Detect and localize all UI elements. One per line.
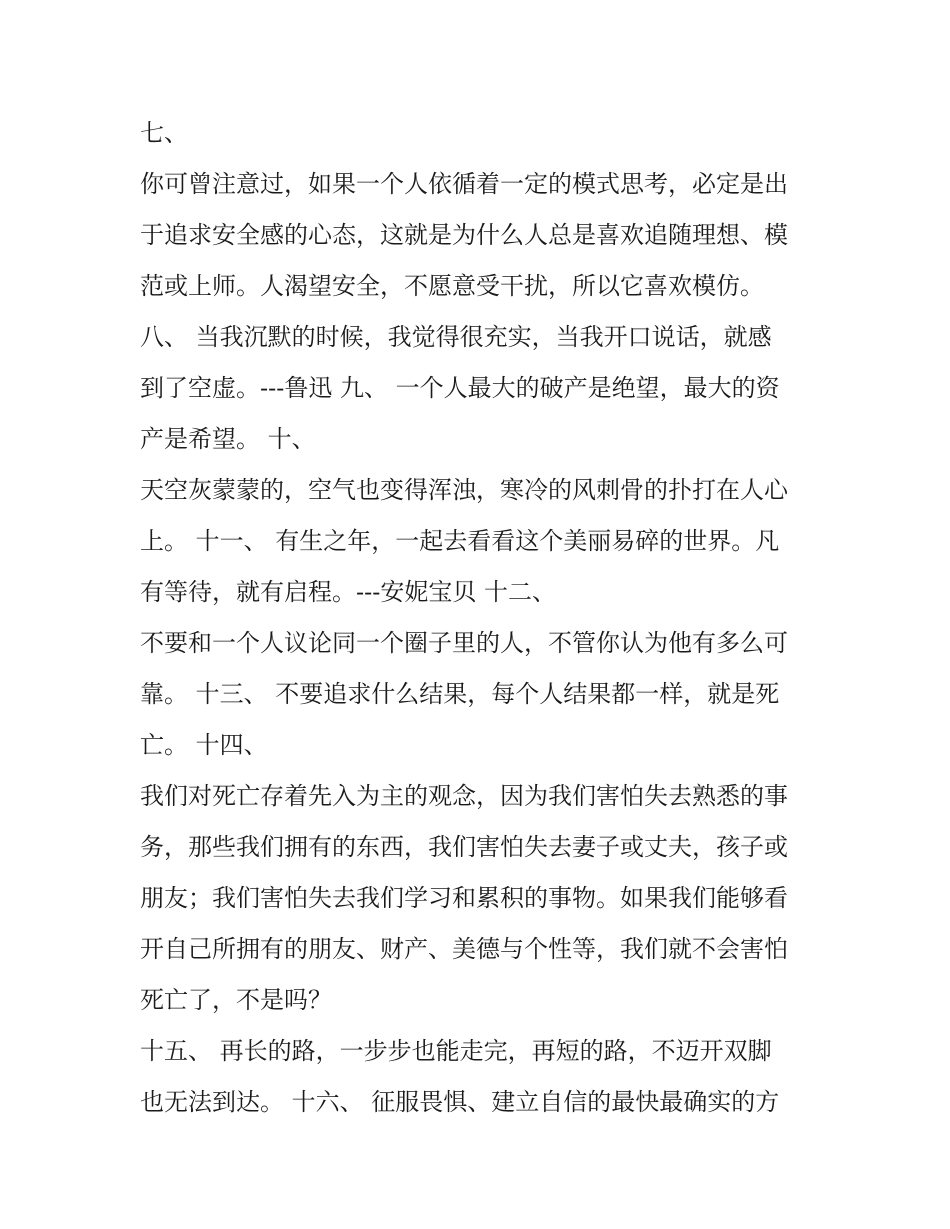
document-body [140, 108, 820, 1128]
text-line: 务，那些我们拥有的东西，我们害怕失去妻子或丈夫，孩子或 [140, 833, 788, 861]
text-line: 有等待，就有启程。---安妮宝贝 十二、 [140, 578, 556, 606]
text-line: 你可曾注意过，如果一个人依循着一定的模式思考，必定是出 [140, 170, 788, 198]
text-line: 亡。 十四、 [140, 731, 268, 759]
text-line: 我们对死亡存着先入为主的观念，因为我们害怕失去熟悉的事 [140, 782, 788, 810]
text-line: 于追求安全感的心态，这就是为什么人总是喜欢追随理想、模 [140, 221, 788, 249]
text-line: 上。 十一、 有生之年，一起去看看这个美丽易碎的世界。凡 [140, 527, 780, 555]
text-line: 范或上师。人渴望安全，不愿意受干扰，所以它喜欢模仿。 [140, 272, 764, 300]
text-line: 产是希望。 十、 [140, 425, 316, 453]
text-line: 死亡了，不是吗？ [140, 986, 332, 1014]
text-line: 八、 当我沉默的时候，我觉得很充实，当我开口说话，就感 [140, 323, 772, 351]
text-line: 朋友；我们害怕失去我们学习和累积的事物。如果我们能够看 [140, 884, 788, 912]
text-line: 不要和一个人议论同一个圈子里的人，不管你认为他有多么可 [140, 629, 788, 657]
text-line: 开自己所拥有的朋友、财产、美德与个性等，我们就不会害怕 [140, 935, 788, 963]
text-line: 天空灰蒙蒙的，空气也变得浑浊，寒冷的风刺骨的扑打在人心 [140, 476, 788, 504]
text-line: 七、 [140, 119, 188, 147]
text-line: 到了空虚。---鲁迅 九、 一个人最大的破产是绝望，最大的资 [140, 374, 780, 402]
text-line: 十五、 再长的路，一步步也能走完，再短的路，不迈开双脚 [140, 1037, 772, 1065]
text-line: 靠。 十三、 不要追求什么结果，每个人结果都一样，就是死 [140, 680, 780, 708]
text-line: 也无法到达。 十六、 征服畏惧、建立自信的最快最确实的方 [140, 1088, 780, 1116]
